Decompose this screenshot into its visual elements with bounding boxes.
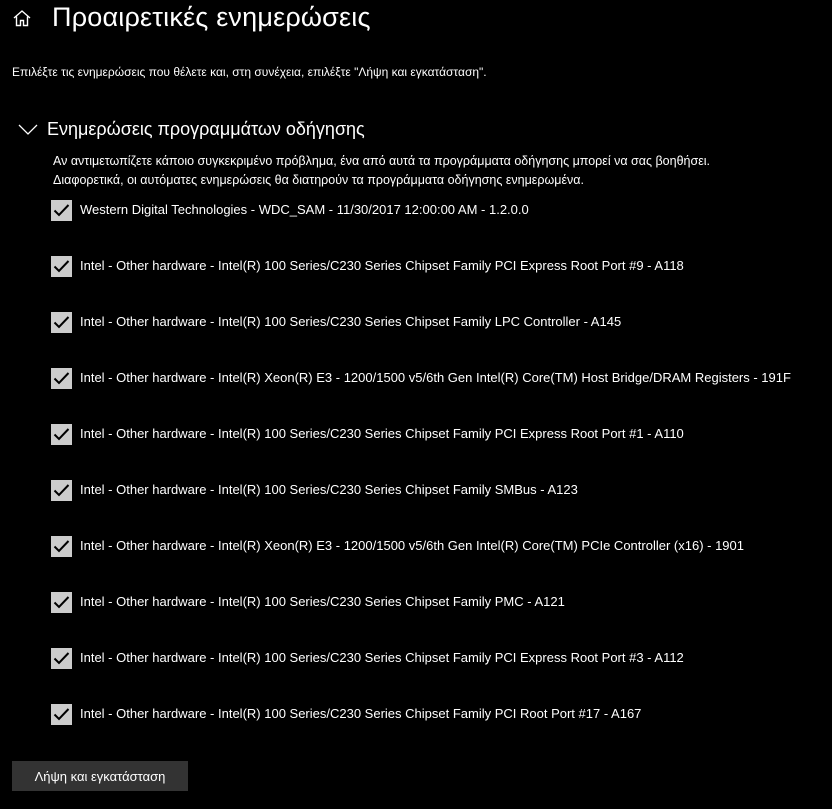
update-checkbox[interactable] — [51, 704, 72, 725]
checkmark-icon — [53, 203, 70, 218]
update-checkbox[interactable] — [51, 648, 72, 669]
checkmark-icon — [53, 595, 70, 610]
update-label: Intel - Other hardware - Intel(R) 100 Series/C230 Series Chipset Family PCI Express Root Port #9 - A118 — [80, 258, 684, 273]
header — [0, 0, 832, 40]
update-label: Intel - Other hardware - Intel(R) Xeon(R) E3 - 1200/1500 v5/6th Gen Intel(R) Core(TM) Host Bridge/DRAM Registers - 191F — [80, 370, 791, 385]
update-item[interactable] — [51, 648, 832, 670]
update-label: Intel - Other hardware - Intel(R) 100 Series/C230 Series Chipset Family PCI Express Root Port #1 - A110 — [80, 426, 684, 441]
update-checkbox[interactable] — [51, 200, 72, 221]
update-item[interactable] — [51, 424, 832, 446]
checkmark-icon — [53, 371, 70, 386]
checkmark-icon — [53, 539, 70, 554]
update-label: Western Digital Technologies - WDC_SAM - 11/30/2017 12:00:00 AM - 1.2.0.0 — [80, 202, 529, 217]
update-checkbox[interactable] — [51, 256, 72, 277]
checkmark-icon — [53, 483, 70, 498]
chevron-down-icon[interactable] — [18, 123, 38, 137]
checkmark-icon — [53, 259, 70, 274]
update-checkbox[interactable] — [51, 312, 72, 333]
update-checkbox[interactable] — [51, 536, 72, 557]
description-line-2: Διαφορετικά, οι αυτόματες ενημερώσεις θα διατηρούν τα προγράμματα οδήγησης ενημερωμένα. — [53, 173, 584, 187]
update-checkbox[interactable] — [51, 424, 72, 445]
update-checkbox[interactable] — [51, 592, 72, 613]
update-label: Intel - Other hardware - Intel(R) 100 Series/C230 Series Chipset Family PCI Express Root Port #3 - A112 — [80, 650, 684, 665]
description-line-1: Αν αντιμετωπίζετε κάποιο συγκεκριμένο πρόβλημα, ένα από αυτά τα προγράμματα οδήγησης μπορεί να σας βοηθήσει. — [53, 154, 711, 168]
update-item[interactable] — [51, 480, 832, 502]
update-checkbox[interactable] — [51, 368, 72, 389]
update-item[interactable] — [51, 704, 832, 726]
update-label: Intel - Other hardware - Intel(R) Xeon(R) E3 - 1200/1500 v5/6th Gen Intel(R) Core(TM) PCIe Controller (x16) - 1901 — [80, 538, 744, 553]
section-description — [53, 152, 710, 190]
driver-updates-expander[interactable] — [18, 118, 418, 142]
update-item[interactable] — [51, 312, 832, 334]
download-install-button[interactable]: Λήψη και εγκατάσταση — [12, 761, 188, 791]
update-label: Intel - Other hardware - Intel(R) 100 Series/C230 Series Chipset Family LPC Controller - A145 — [80, 314, 622, 329]
update-item[interactable] — [51, 256, 832, 278]
update-label: Intel - Other hardware - Intel(R) 100 Series/C230 Series Chipset Family SMBus - A123 — [80, 482, 578, 497]
update-item[interactable] — [51, 592, 832, 614]
update-checkbox[interactable] — [51, 480, 72, 501]
checkmark-icon — [53, 427, 70, 442]
checkmark-icon — [53, 651, 70, 666]
update-item[interactable] — [51, 368, 832, 390]
update-label: Intel - Other hardware - Intel(R) 100 Series/C230 Series Chipset Family PMC - A121 — [80, 594, 565, 609]
update-item[interactable] — [51, 536, 832, 558]
intro-text: Επιλέξτε τις ενημερώσεις που θέλετε και, στη συνέχεια, επιλέξτε "Λήψη και εγκατάσταση". — [12, 65, 487, 79]
checkmark-icon — [53, 707, 70, 722]
page-title: Προαιρετικές ενημερώσεις — [52, 2, 371, 32]
home-icon[interactable] — [12, 8, 32, 28]
update-label: Intel - Other hardware - Intel(R) 100 Series/C230 Series Chipset Family PCI Root Port #17 - A167 — [80, 706, 642, 721]
update-item[interactable] — [51, 200, 832, 222]
section-title: Ενημερώσεις προγραμμάτων οδήγησης — [47, 119, 365, 139]
checkmark-icon — [53, 315, 70, 330]
